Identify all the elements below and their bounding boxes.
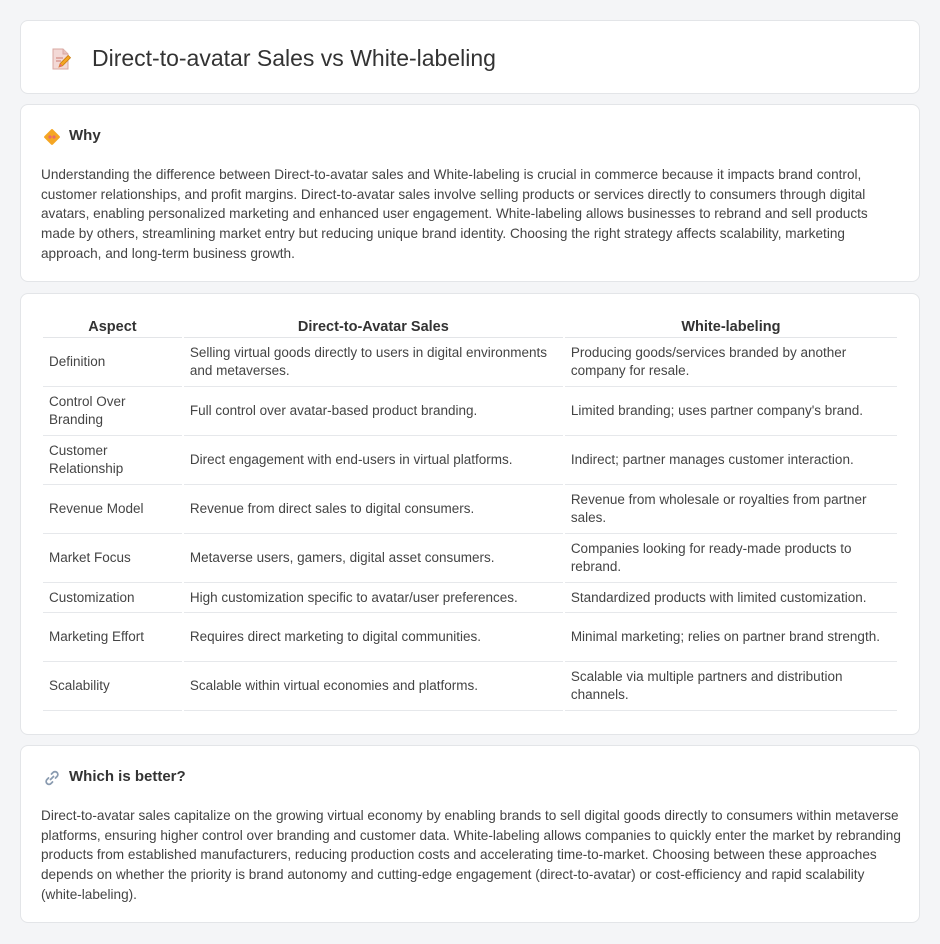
white-label-cell: Standardized products with limited customization. [565, 583, 897, 613]
table-row [43, 534, 897, 583]
aspect-cell: Definition [43, 338, 182, 387]
better-title: Which is better? [69, 768, 186, 785]
direct-cell: Scalable within virtual economies and platforms. [184, 662, 563, 711]
page-title: Direct-to-avatar Sales vs White-labeling [92, 45, 496, 71]
table-row [43, 583, 897, 613]
direct-cell: Requires direct marketing to digital communities. [184, 613, 563, 662]
aspect-cell: Customer Relationship [43, 436, 182, 485]
table-row [43, 436, 897, 485]
white-label-cell: Limited branding; uses partner company's brand. [565, 387, 897, 436]
direct-cell: High customization specific to avatar/user preferences. [184, 583, 563, 613]
aspect-cell: Marketing Effort [43, 613, 182, 662]
link-icon [43, 769, 61, 787]
white-label-cell: Scalable via multiple partners and distribution channels. [565, 662, 897, 711]
white-label-cell: Indirect; partner manages customer interaction. [565, 436, 897, 485]
aspect-cell: Customization [43, 583, 182, 613]
white-label-cell: Revenue from wholesale or royalties from partner sales. [565, 485, 897, 534]
comparison-table [41, 316, 899, 711]
table-row [43, 338, 897, 387]
title-card [20, 20, 920, 94]
header-white-labeling: White-labeling [565, 316, 897, 338]
table-row [43, 485, 897, 534]
aspect-cell: Revenue Model [43, 485, 182, 534]
document-pencil-icon [49, 47, 73, 71]
better-paragraph: Direct-to-avatar sales capitalize on the growing virtual economy by enabling brands to sell digital goods directly to consumers within metaverse platforms, ensuring higher control over branding and customer data. White-labeling allows companies to quickly enter the market by rebranding products from established manufacturers, reducing production costs and accelerating time-to-market. Choosing between these approaches depends on whether the priority is brand autonomy and cutting-edge engagement (direct-to-avatar) or cost-efficiency and rapid scalability (white-labeling). [41, 808, 901, 902]
white-label-cell: Companies looking for ready-made products to rebrand. [565, 534, 897, 583]
comparison-table-card [20, 293, 920, 735]
table-row [43, 387, 897, 436]
header-direct-to-avatar: Direct-to-Avatar Sales [184, 316, 563, 338]
table-row [43, 662, 897, 711]
white-label-cell: Producing goods/services branded by another company for resale. [565, 338, 897, 387]
which-is-better-section [20, 745, 920, 923]
table-row [43, 613, 897, 662]
direct-cell: Full control over avatar-based product branding. [184, 387, 563, 436]
direct-cell: Metaverse users, gamers, digital asset consumers. [184, 534, 563, 583]
white-label-cell: Minimal marketing; relies on partner brand strength. [565, 613, 897, 662]
aspect-cell: Scalability [43, 662, 182, 711]
aspect-cell: Market Focus [43, 534, 182, 583]
why-title: Why [69, 127, 101, 144]
header-aspect: Aspect [43, 316, 182, 338]
why-section [20, 104, 920, 282]
aspect-cell: Control Over Branding [43, 387, 182, 436]
direct-cell: Revenue from direct sales to digital consumers. [184, 485, 563, 534]
direct-cell: Selling virtual goods directly to users in digital environments and metaverses. [184, 338, 563, 387]
direct-cell: Direct engagement with end-users in virtual platforms. [184, 436, 563, 485]
why-paragraph: Understanding the difference between Direct-to-avatar sales and White-labeling is crucial in commerce because it impacts brand control, customer relationships, and profit margins. Direct-to-avatar sales involve selling products or services directly to consumers through digital avatars, enabling personalized marketing and enhanced user engagement. White-labeling allows businesses to rebrand and sell products made by others, streamlining market entry but reducing unique brand identity. Choosing the right strategy affects scalability, marketing approach, and long-term business growth. [41, 167, 868, 261]
diamond-sign-icon [43, 128, 61, 146]
table-header-row [43, 316, 897, 338]
